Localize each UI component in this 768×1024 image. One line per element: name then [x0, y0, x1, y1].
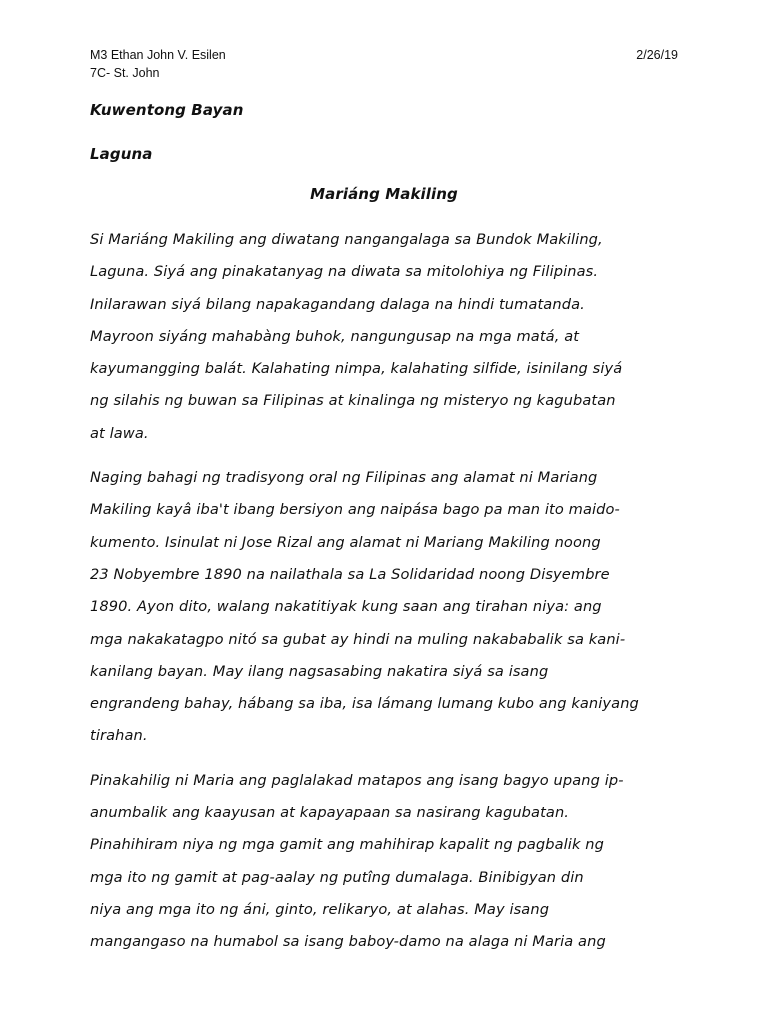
text-line: Laguna. Siyá ang pinakatanyag na diwata sa mitolohiya ng Filipinas. — [90, 263, 599, 281]
story-body — [90, 224, 680, 971]
heading-region: Laguna — [90, 145, 153, 163]
heading-genre: Kuwentong Bayan — [90, 101, 244, 119]
document-date: 2/26/19 — [636, 48, 678, 62]
text-line: mga ito ng gamit at pag-aalay ng putîng dumalaga. Binibigyan din — [90, 868, 584, 886]
text-line: Mayroon siyáng mahabàng buhok, nangungusap na mga matá, at — [90, 327, 580, 345]
text-line: ng silahis ng buwan sa Filipinas at kinalinga ng misteryo ng kagubatan — [90, 392, 616, 410]
text-line: mangangaso na humabol sa isang baboy-damo na alaga ni Maria ang — [90, 933, 606, 951]
text-line: mga nakakatagpo nitó sa gubat ay hindi na muling nakababalik sa kani- — [90, 630, 626, 648]
text-line: anumbalik ang kaayusan at kapayapaan sa nasirang kagubatan. — [90, 804, 570, 822]
author-name: M3 Ethan John V. Esilen — [90, 48, 226, 62]
text-line: tirahan. — [90, 727, 148, 745]
text-line: niya ang mga ito ng áni, ginto, relikaryo, at alahas. May isang — [90, 900, 550, 918]
paragraph-3 — [90, 765, 680, 959]
text-line: Inilarawan siyá bilang napakagandang dalaga na hindi tumatanda. — [90, 295, 585, 313]
text-line: Makiling kayâ iba't ibang bersiyon ang naipása bago pa man ito maido- — [90, 501, 620, 519]
text-line: 1890. Ayon dito, walang nakatitiyak kung saan ang tirahan niya: ang — [90, 598, 602, 616]
text-line: 23 Nobyembre 1890 na nailathala sa La Solidaridad noong Disyembre — [90, 565, 610, 583]
header-author-block — [90, 46, 226, 82]
paragraph-2 — [90, 462, 680, 753]
paragraph-1 — [90, 224, 680, 450]
story-title: Mariáng Makiling — [310, 185, 458, 203]
text-line: kayumangging balát. Kalahating nimpa, kalahating silfide, isinilang siyá — [90, 360, 623, 378]
text-line: Si Mariáng Makiling ang diwatang nangangalaga sa Bundok Makiling, — [90, 231, 603, 248]
text-line: engrandeng bahay, hábang sa iba, isa lámang lumang kubo ang kaniyang — [90, 695, 639, 713]
text-line: kanilang bayan. May ilang nagsasabing nakatira siyá sa isang — [90, 662, 549, 680]
class-section: 7C- St. John — [90, 66, 160, 80]
text-line: kumento. Isinulat ni Jose Rizal ang alamat ni Mariang Makiling noong — [90, 533, 601, 551]
text-line: at lawa. — [90, 424, 149, 442]
text-line: Pinakahilig ni Maria ang paglalakad matapos ang isang bagyo upang ip- — [90, 771, 624, 789]
text-line: Naging bahagi ng tradisyong oral ng Filipinas ang alamat ni Mariang — [90, 469, 598, 487]
text-line: Pinahihiram niya ng mga gamit ang mahihirap kapalit ng pagbalik ng — [90, 836, 604, 854]
